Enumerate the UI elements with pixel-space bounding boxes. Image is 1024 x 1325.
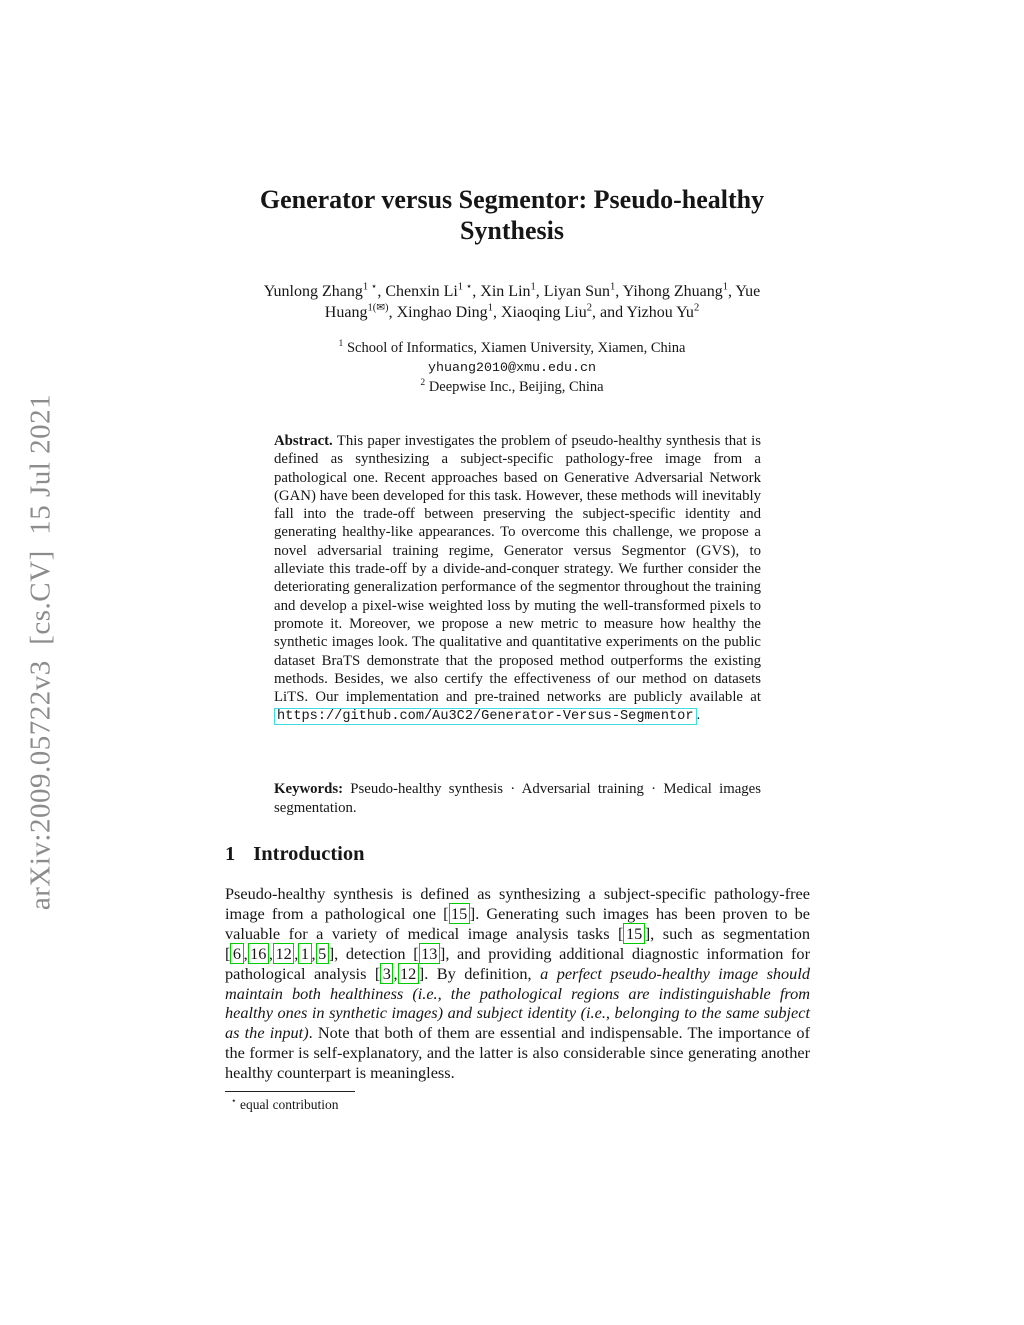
- citation-link[interactable]: 12: [273, 943, 294, 964]
- citation-link[interactable]: 15: [623, 923, 644, 944]
- section-title: Introduction: [253, 843, 365, 865]
- github-url-link[interactable]: https://github.com/Au3C2/Generator-Versus-Segmentor: [274, 708, 697, 725]
- citation-link[interactable]: 13: [419, 943, 440, 964]
- section-number: 1: [225, 843, 236, 865]
- abstract-paragraph: Abstract. This paper investigates the problem of pseudo-healthy synthesis that is defined as synthesizing a subject-specific pathology-free image from a pathological one. Recent approaches based on Generative Adversarial Network (GAN) have been developed for this task. However, these methods will inevitably fall into the trade-off between preserving the subject-specific identity and generating healthy-like appearances. To overcome this challenge, we propose a novel adversarial training regime, Generator versus Segmentor (GVS), to alleviate this trade-off by a divide-and-conquer strategy. We further consider the deteriorating generalization performance of the segmentor throughout the training and develop a pixel-wise weighted loss by muting the well-transformed pixels to promote it. Moreover, we propose a new metric to measure how healthy the synthetic images look. The qualitative and quantitative experiments on the public dataset BraTS demonstrate that the proposed method outperforms the existing methods. Besides, we also certify the effectiveness of our method on datasets LiTS. Our implementation and pre-trained networks are publicly available at https://github.com/Au3C2/Generator-Versus-Segmentor .: [274, 433, 761, 725]
- affiliation-2: $^2$ Deepwise Inc., Beijing, China: [420, 377, 604, 395]
- citation-link[interactable]: 15: [449, 903, 470, 924]
- author-list-line2: Huang$^{1(✉)}$, Xinghao Ding$^1$, Xiaoqing Liu$^2$, and Yizhou Yu$^2$: [324, 302, 700, 321]
- superscript: 1: [722, 281, 728, 293]
- monospace-text: yhuang2010@xmu.edu.cn: [428, 361, 596, 376]
- arxiv-watermark: arXiv:2009.05722v3 [cs.CV] 15 Jul 2021: [24, 393, 57, 911]
- paper-title-line2: Synthesis: [459, 216, 565, 245]
- citation-link[interactable]: 12: [398, 963, 419, 984]
- citation-link[interactable]: 16: [248, 943, 269, 964]
- section-heading-introduction: [225, 843, 365, 866]
- superscript: 1 ⋆: [362, 281, 378, 293]
- italic-text: a perfect pseudo-healthy image should maintain both healthiness (i.e., the pathological regions are indistinguishable from healthy ones in synthetic images) and subject identity (i.e., belonging to the same subject as the input): [225, 963, 810, 1043]
- introduction-paragraph: Pseudo-healthy synthesis is defined as synthesizing a subject-specific pathology-free image from a pathological one [ 15 ]. Generating such images has been proven to be valuable for a variety of medical image analysis tasks [ 15 ], such as segmentation [ 6 , 16 , 12 , 1 , 5 ], detection [ 13 ], and providing additional diagnostic information for pathological analysis [ 3 , 12 ]. By definition, a perfect pseudo-healthy image should maintain both healthiness (i.e., the pathological regions are indistinguishable from healthy ones in synthetic images) and subject identity (i.e., belonging to the same subject as the input). Note that both of them are essential and indispensable. The importance of the former is self-explanatory, and the latter is also considerable since generating another healthy counterpart is meaningless.: [225, 884, 810, 1083]
- citation-link[interactable]: 3: [380, 963, 393, 984]
- paper-title-line1: Generator versus Segmentor: Pseudo-healthy: [259, 185, 765, 214]
- author-email: [212, 358, 812, 378]
- superscript: 1: [487, 302, 493, 314]
- superscript: 1: [338, 338, 344, 350]
- superscript: 2: [586, 302, 593, 314]
- citation-link[interactable]: 6: [230, 943, 243, 964]
- citation-link[interactable]: 1: [298, 943, 311, 964]
- affiliation-1: $^1$ School of Informatics, Xiamen University, Xiamen, China: [338, 338, 686, 356]
- superscript: 2: [420, 377, 426, 389]
- equal-contribution-footnote: ⋆ equal contribution: [231, 1095, 339, 1112]
- author-list: [162, 281, 862, 323]
- superscript: 1(✉): [367, 302, 389, 314]
- superscript: 2: [693, 302, 700, 314]
- superscript: 1 ⋆: [457, 281, 473, 293]
- paper-title: [0, 184, 1024, 246]
- footnote-rule: [225, 1091, 355, 1092]
- citation-link[interactable]: 5: [316, 943, 329, 964]
- superscript: 1: [530, 281, 536, 293]
- affiliations: [212, 339, 812, 397]
- superscript: 1: [610, 281, 616, 293]
- bold-text: Abstract.: [274, 433, 333, 449]
- keywords-line: Keywords: Pseudo-healthy synthesis · Adversarial training · Medical images segmentation.: [274, 781, 761, 816]
- bold-text: Keywords:: [274, 781, 344, 797]
- author-list-line1: Yunlong Zhang$^{1 ⋆}$, Chenxin $Li^{1 ⋆}$, Xin Lin$^1$, Liyan Sun$^1$, Yihong Zhuang$^1$, Yue: [263, 281, 761, 300]
- superscript: ⋆: [231, 1095, 237, 1106]
